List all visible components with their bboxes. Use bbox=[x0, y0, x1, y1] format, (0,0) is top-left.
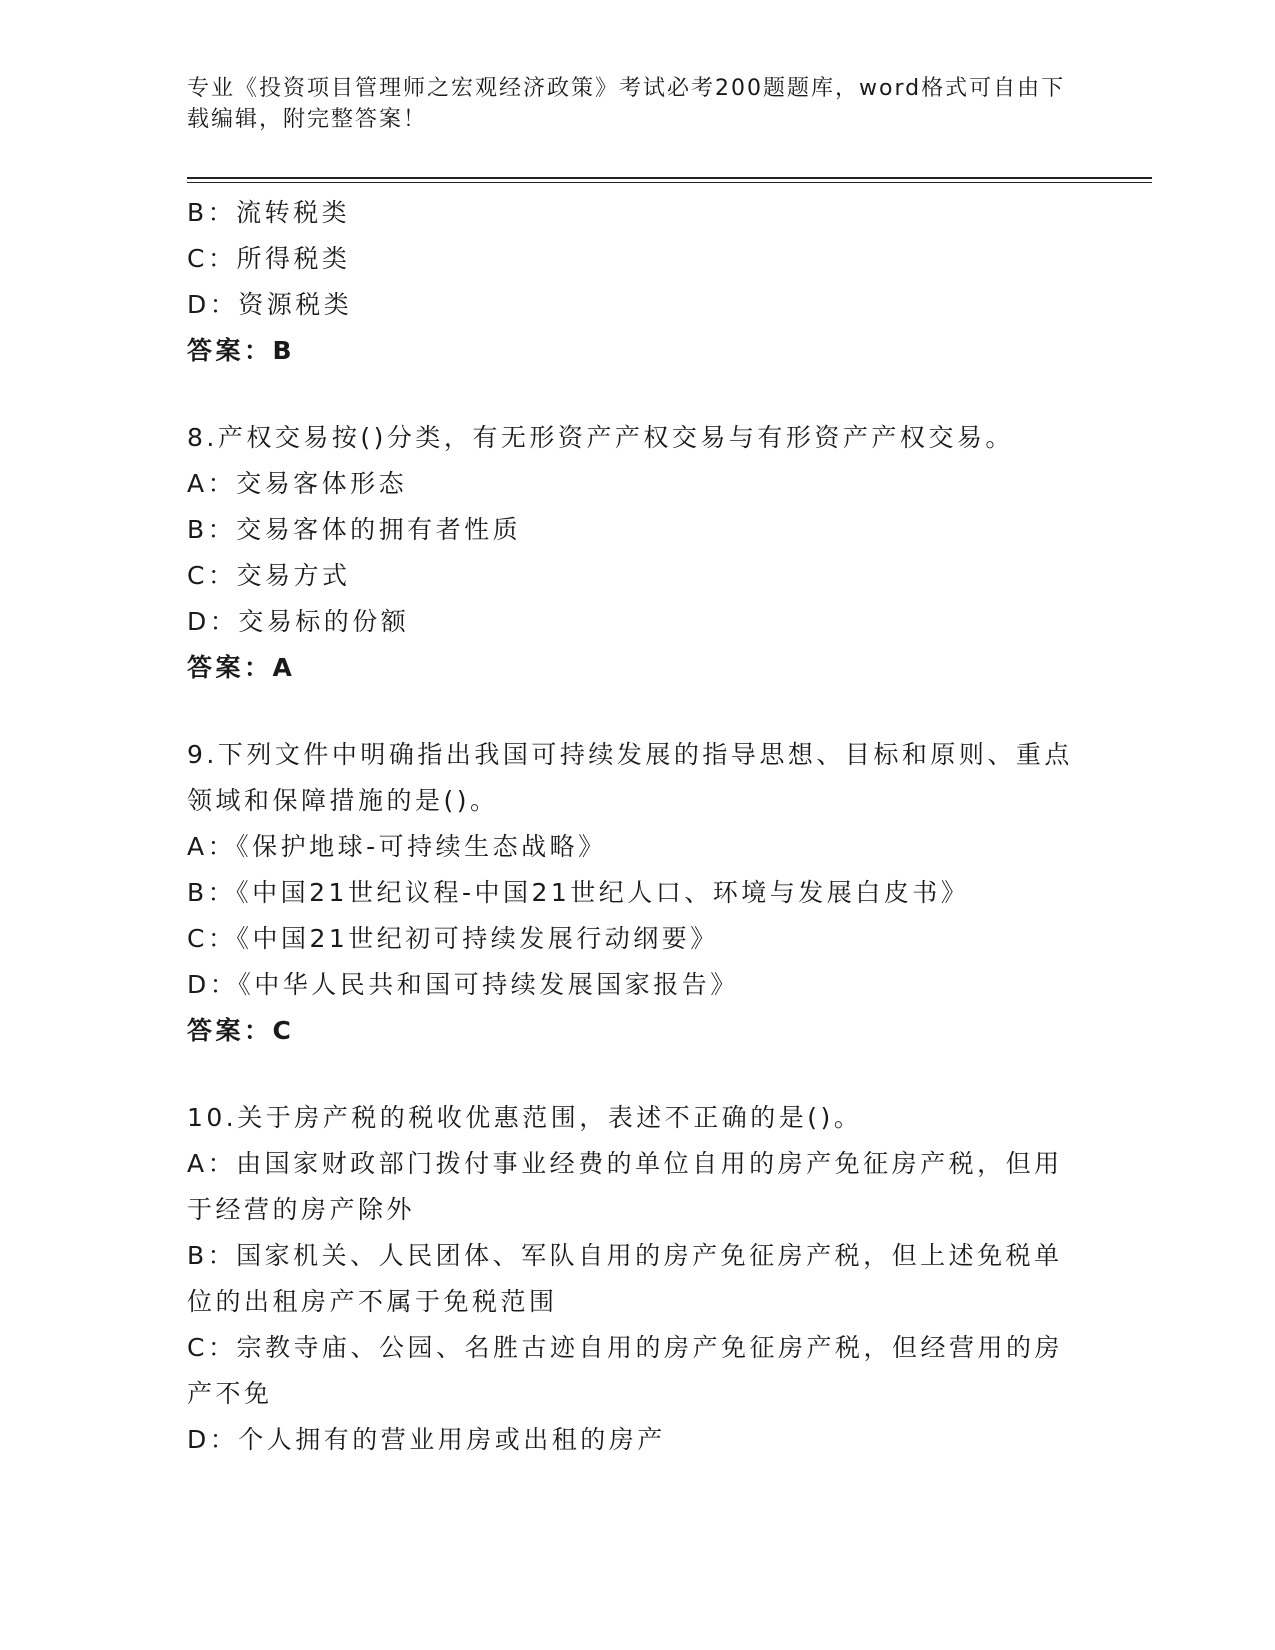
option-b: B：国家机关、人民团体、军队自用的房产免征房产税，但上述免税单位的出租房产不属于免税范围 bbox=[187, 1241, 1063, 1316]
question-block-7 bbox=[187, 190, 1087, 374]
option-c: C：交易方式 bbox=[187, 561, 351, 590]
question-block-10 bbox=[187, 1095, 1087, 1463]
question-block-8 bbox=[187, 415, 1087, 691]
question-stem: 8.产权交易按()分类，有无形资产产权交易与有形资产产权交易。 bbox=[187, 423, 1014, 452]
spacer bbox=[187, 691, 1087, 732]
option-c: C：《中国21世纪初可持续发展行动纲要》 bbox=[187, 924, 719, 953]
answer-label: 答案：A bbox=[187, 653, 296, 682]
option-c: C：所得税类 bbox=[187, 244, 351, 273]
option-b: B：交易客体的拥有者性质 bbox=[187, 515, 522, 544]
option-d: D：交易标的份额 bbox=[187, 607, 410, 636]
question-stem: 10.关于房产税的税收优惠范围，表述不正确的是()。 bbox=[187, 1103, 863, 1132]
document-header: 专业《投资项目管理师之宏观经济政策》考试必考200题题库，word格式可自由下载编辑，附完整答案！ bbox=[187, 76, 1066, 132]
option-b: B：流转税类 bbox=[187, 198, 351, 227]
option-b: B：《中国21世纪议程-中国21世纪人口、环境与发展白皮书》 bbox=[187, 878, 970, 907]
option-d: D：个人拥有的营业用房或出租的房产 bbox=[187, 1425, 666, 1454]
option-a: A：由国家财政部门拨付事业经费的单位自用的房产免征房产税，但用于经营的房产除外 bbox=[187, 1149, 1063, 1224]
option-a: A：《保护地球-可持续生态战略》 bbox=[187, 832, 607, 861]
answer-label: 答案：C bbox=[187, 1016, 295, 1045]
question-stem: 9.下列文件中明确指出我国可持续发展的指导思想、目标和原则、重点领域和保障措施的是()。 bbox=[187, 740, 1073, 815]
question-list bbox=[187, 190, 1087, 1463]
header-rule-thick bbox=[187, 177, 1152, 179]
option-a: A：交易客体形态 bbox=[187, 469, 408, 498]
spacer bbox=[187, 374, 1087, 415]
answer-label: 答案：B bbox=[187, 336, 296, 365]
option-d: D：《中华人民共和国可持续发展国家报告》 bbox=[187, 970, 739, 999]
option-d: D：资源税类 bbox=[187, 290, 353, 319]
question-block-9 bbox=[187, 732, 1087, 1054]
spacer bbox=[187, 1054, 1087, 1095]
option-c: C：宗教寺庙、公园、名胜古迹自用的房产免征房产税，但经营用的房产不免 bbox=[187, 1333, 1063, 1408]
header-rule-thin bbox=[187, 182, 1152, 183]
